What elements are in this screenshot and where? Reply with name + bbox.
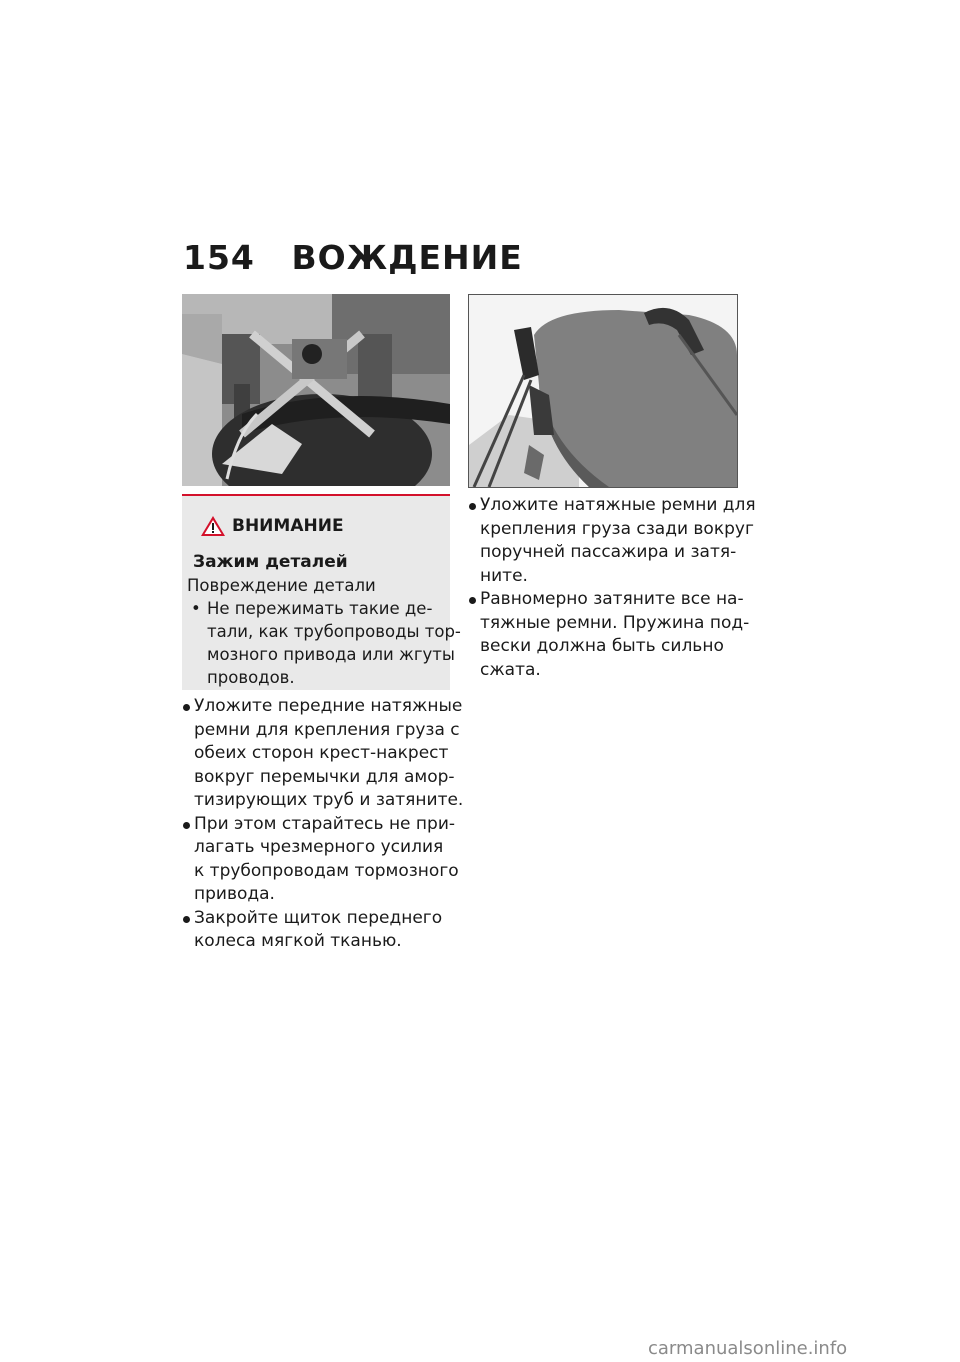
list-item-line: поручней пассажира и затя- (480, 542, 737, 562)
page-number: 154 (183, 238, 255, 277)
bullet-dot (469, 503, 476, 510)
list-item (182, 813, 459, 907)
warning-bullet-line: тали, как трубопроводы тор- (207, 622, 461, 641)
list-item-line: тизирующих труб и затяните. (194, 790, 464, 810)
page-header (183, 238, 523, 277)
warning-bullet (187, 597, 461, 689)
list-item-line: крепления груза сзади вокруг (480, 518, 754, 539)
list-item-line: Закройте щиток переднего (194, 907, 443, 928)
watermark-link[interactable]: carmanualsonline.info (648, 1338, 848, 1359)
list-item-line: тяжные ремни. Пружина под- (480, 612, 750, 633)
list-item-line: вески должна быть сильно (480, 636, 724, 656)
list-item-line: лагать чрезмерного усилия (194, 837, 444, 857)
warning-bullet-line: • Не пережимать такие де- (207, 599, 433, 618)
warning-triangle-icon (200, 514, 226, 538)
bullet-dot (183, 822, 190, 829)
list-item-line: привода. (194, 884, 275, 904)
list-item (182, 695, 464, 813)
rear-seat-straps-photo (468, 294, 738, 488)
list-item-line: Уложите передние натяжные (194, 696, 463, 716)
list-item-line: обеих сторон крест-накрест (194, 743, 449, 763)
left-column-steps (182, 695, 464, 954)
list-item (468, 494, 756, 588)
list-item-line: Равномерно затяните все на- (480, 589, 744, 609)
right-column-steps (468, 494, 756, 682)
warning-bullet-line: проводов. (207, 668, 295, 687)
bullet-dot (183, 704, 190, 711)
warning-subtitle: Зажим деталей (193, 552, 348, 572)
front-fork-straps-photo (182, 294, 450, 486)
list-item-line: к трубопроводам тормозного (194, 860, 459, 881)
bullet-dot (469, 597, 476, 604)
warning-text (187, 574, 461, 689)
bullet-dot (183, 916, 190, 923)
list-item-line: ремни для крепления груза с (194, 719, 460, 740)
warning-consequence: Повреждение детали (187, 576, 376, 595)
warning-title: ВНИМАНИЕ (232, 516, 344, 536)
warning-box (182, 494, 461, 690)
list-item-line: колеса мягкой тканью. (194, 931, 402, 951)
list-item (182, 907, 450, 954)
list-item-line: При этом старайтесь не при- (194, 813, 456, 834)
list-item-line: ните. (480, 565, 528, 586)
list-item-line: сжата. (480, 659, 541, 680)
section-title: ВОЖДЕНИЕ (291, 238, 523, 277)
list-item (468, 588, 750, 682)
list-item-line: Уложите натяжные ремни для (480, 495, 756, 515)
list-item-line: вокруг перемычки для амор- (194, 766, 455, 787)
warning-bullet-line: мозного привода или жгуты (207, 645, 455, 664)
